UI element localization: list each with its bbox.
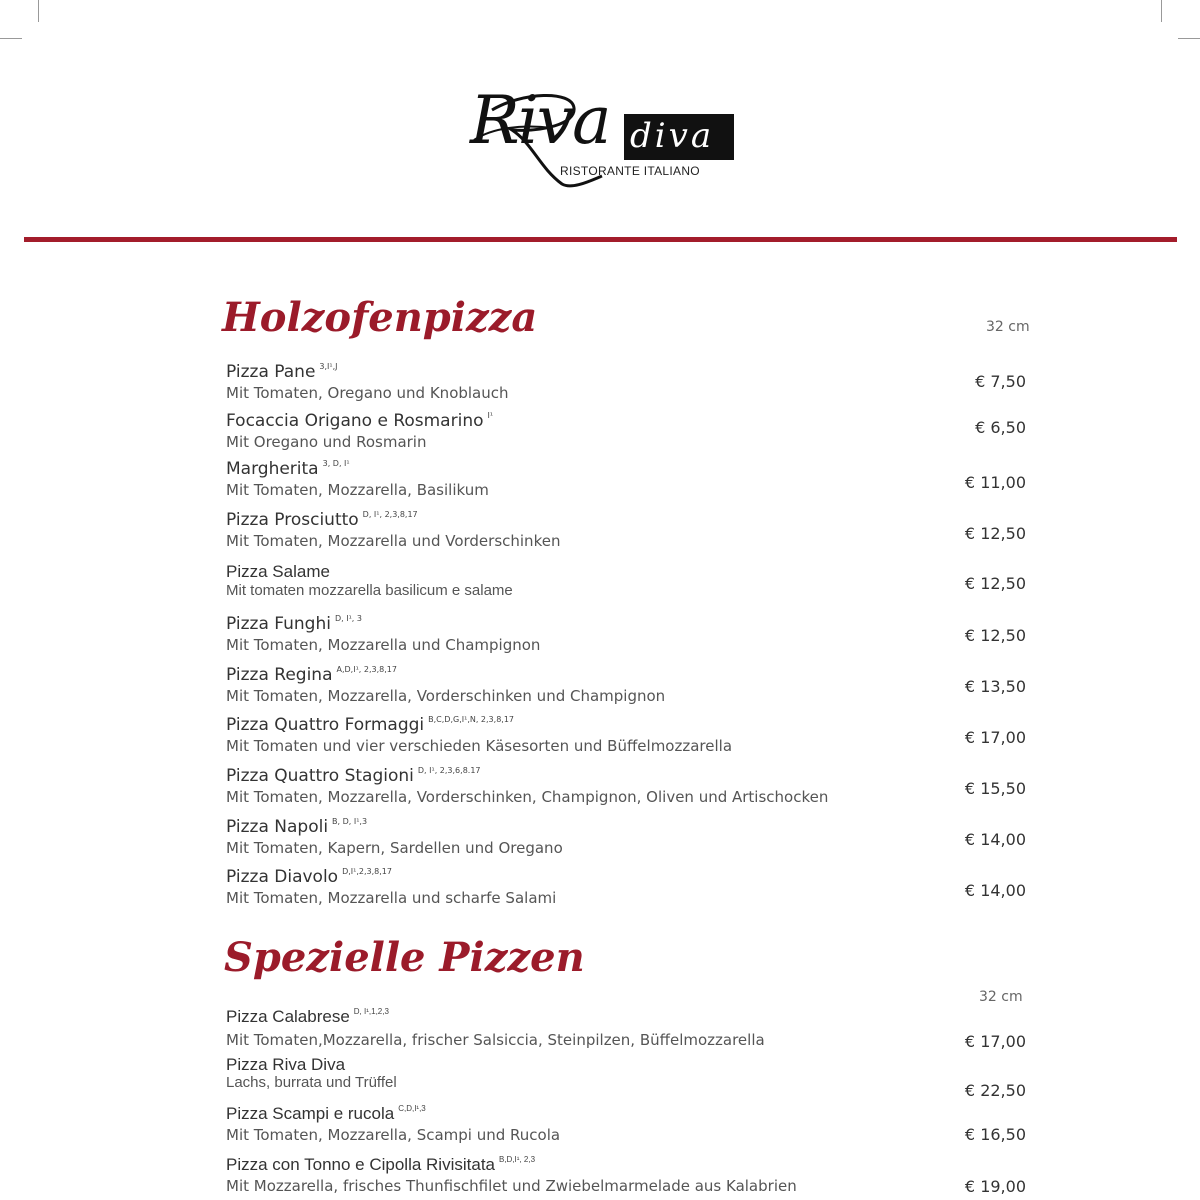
logo-diva-box xyxy=(624,114,734,160)
item-allergens: D,I¹,2,3,8,17 xyxy=(342,867,392,876)
item-allergens: D, I¹,1,2,3 xyxy=(353,1007,389,1016)
section-title-holzofenpizza: Holzofenpizza xyxy=(222,294,538,341)
item-price: € 14,00 xyxy=(964,830,1026,849)
item-allergens: B, D, I¹,3 xyxy=(332,817,368,826)
item-name: Margherita $^{3, D, I^1}$ xyxy=(226,459,350,479)
item-name: Pizza Funghi $^{D, I^1, 3}$ xyxy=(226,614,362,634)
item-price: € 12,50 xyxy=(964,626,1026,645)
item-name: Pizza Pane $^{3,I^1,J}$ xyxy=(226,362,338,382)
item-price: € 17,00 xyxy=(964,1032,1026,1051)
item-allergens: 3, D, I¹ xyxy=(322,459,350,468)
item-description: Mit Tomaten,Mozzarella, frischer Salsiccia, Steinpilzen, Büffelmozzarella xyxy=(226,1031,765,1049)
item-price: € 19,00 xyxy=(964,1177,1026,1196)
crop-mark xyxy=(1161,0,1162,22)
item-allergens: A,D,I¹, 2,3,8,17 xyxy=(336,665,397,674)
menu-item xyxy=(226,867,1026,911)
logo-riva-text: Riva xyxy=(470,82,610,159)
item-allergens: C,D,I¹,3 xyxy=(398,1104,426,1113)
item-description: Mit Mozzarella, frisches Thunfischfilet und Zwiebelmarmelade aus Kalabrien xyxy=(226,1177,797,1195)
item-description: Mit Tomaten, Mozzarella, Scampi und Rucola xyxy=(226,1126,561,1144)
item-description: Mit Tomaten, Mozzarella und scharfe Salami xyxy=(226,889,557,907)
menu-item xyxy=(226,562,1026,606)
item-name: Pizza Salame xyxy=(226,562,330,581)
item-price: € 7,50 xyxy=(975,372,1026,391)
item-price: € 11,00 xyxy=(964,473,1026,492)
item-name: Pizza Regina $^{A,D,I^1, 2,3,8,17}$ xyxy=(226,665,397,685)
menu-item xyxy=(226,665,1026,709)
item-name: Pizza Scampi e rucola $^{C,D,I^1,3}$ xyxy=(226,1104,426,1123)
item-description: Mit Tomaten und vier verschieden Käsesorten und Büffelmozzarella xyxy=(226,737,733,755)
item-name: Pizza Quattro Formaggi $^{B,C,D,G,I^1,N, 2,3,8,17}$ xyxy=(226,715,515,735)
item-description: Mit Tomaten, Mozzarella und Vorderschinken xyxy=(226,532,561,550)
item-allergens: I¹ xyxy=(487,411,494,420)
item-description: Mit Tomaten, Mozzarella und Champignon xyxy=(226,636,541,654)
item-price: € 6,50 xyxy=(975,418,1026,437)
item-description: Lachs, burrata und Trüffel xyxy=(226,1074,397,1091)
item-price: € 22,50 xyxy=(964,1081,1026,1100)
item-description: Mit Oregano und Rosmarin xyxy=(226,433,427,451)
item-description: Mit Tomaten, Mozzarella, Vorderschinken, Champignon, Oliven und Artischocken xyxy=(226,788,829,806)
item-price: € 14,00 xyxy=(964,881,1026,900)
item-price: € 13,50 xyxy=(964,677,1026,696)
menu-item xyxy=(226,1007,1026,1055)
menu-item xyxy=(226,1155,1026,1199)
item-allergens: B,D,I¹, 2,3 xyxy=(499,1155,536,1164)
menu-item xyxy=(226,411,1026,455)
crop-mark xyxy=(38,0,39,22)
item-price: € 12,50 xyxy=(964,574,1026,593)
item-allergens: D, I¹, 3 xyxy=(334,614,362,623)
item-description: Mit Tomaten, Mozzarella, Vorderschinken und Champignon xyxy=(226,687,666,705)
item-allergens: D, I¹, 2,3,8,17 xyxy=(362,510,418,519)
size-label: 32 cm xyxy=(986,319,1030,335)
item-name: Pizza Calabrese $^{D, I^1,1,2,3}$ xyxy=(226,1007,389,1026)
section-title-spezielle-pizzen: Spezielle Pizzen xyxy=(224,934,585,981)
menu-item xyxy=(226,1104,1026,1148)
item-name: Pizza Diavolo $^{D,I^1,2,3,8,17}$ xyxy=(226,867,392,887)
menu-item xyxy=(226,614,1026,658)
menu-item xyxy=(226,1055,1026,1099)
item-name: Pizza Riva Diva xyxy=(226,1055,346,1074)
crop-mark xyxy=(1178,38,1200,39)
item-name: Pizza Quattro Stagioni $^{D, I^1, 2,3,6,8.17}$ xyxy=(226,766,481,786)
header-divider xyxy=(24,237,1177,242)
menu-item xyxy=(226,459,1026,503)
item-price: € 15,50 xyxy=(964,779,1026,798)
size-label: 32 cm xyxy=(979,989,1023,1005)
item-description: Mit Tomaten, Mozzarella, Basilikum xyxy=(226,481,489,499)
item-name: Pizza Napoli $^{B, D, I^1,3}$ xyxy=(226,817,368,837)
item-description: Mit Tomaten, Kapern, Sardellen und Oregano xyxy=(226,839,563,857)
restaurant-logo xyxy=(462,82,752,188)
logo-diva-text: diva xyxy=(630,116,715,156)
item-name: Pizza Prosciutto $^{D, I^1, 2,3,8,17}$ xyxy=(226,510,418,530)
item-allergens: 3,I¹,J xyxy=(319,362,338,371)
item-price: € 16,50 xyxy=(964,1125,1026,1144)
item-price: € 12,50 xyxy=(964,524,1026,543)
item-description: Mit Tomaten, Oregano und Knoblauch xyxy=(226,384,509,402)
menu-item xyxy=(226,510,1026,554)
item-name: Focaccia Origano e Rosmarino $^{I^1}$ xyxy=(226,411,494,431)
menu-item xyxy=(226,715,1026,759)
item-allergens: B,C,D,G,I¹,N, 2,3,8,17 xyxy=(428,715,515,724)
item-price: € 17,00 xyxy=(964,728,1026,747)
item-description: Mit tomaten mozzarella basilicum e salame xyxy=(226,582,513,599)
menu-item xyxy=(226,766,1026,810)
menu-item xyxy=(226,362,1026,406)
item-name: Pizza con Tonno e Cipolla Rivisitata $^{B,D,I^1, 2,3}$ xyxy=(226,1155,536,1174)
logo-subtitle: RISTORANTE ITALIANO xyxy=(560,164,700,178)
item-allergens: D, I¹, 2,3,6,8.17 xyxy=(417,766,481,775)
crop-mark xyxy=(0,38,22,39)
menu-item xyxy=(226,817,1026,861)
